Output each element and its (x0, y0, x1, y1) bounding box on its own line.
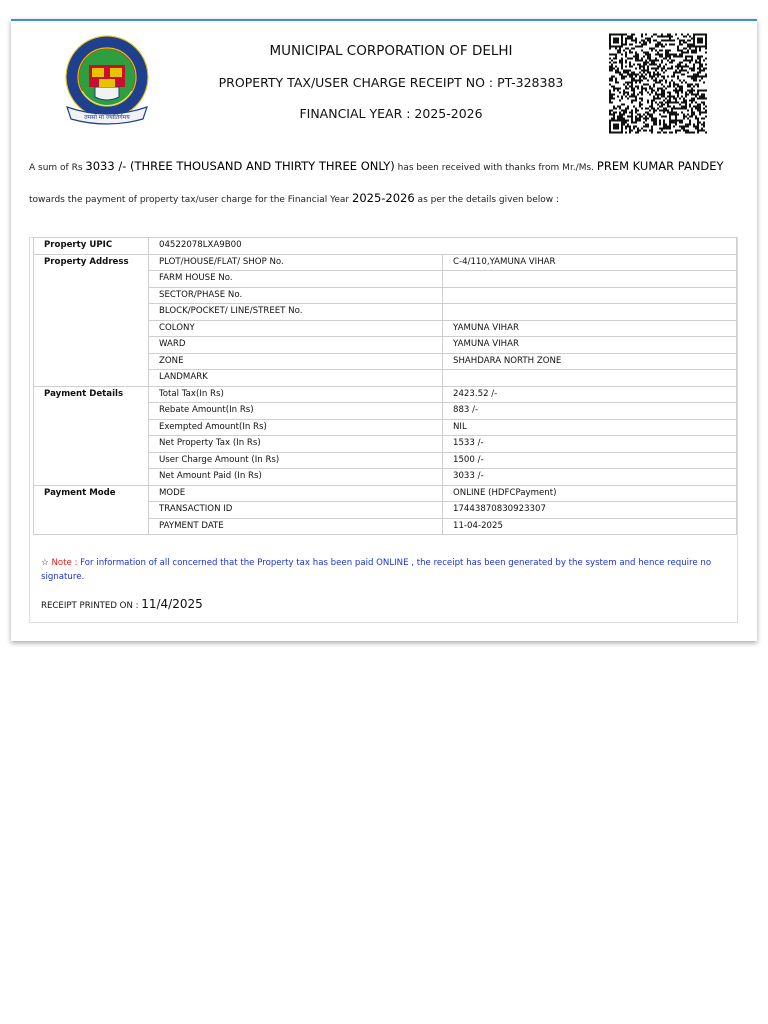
address-field-label: SECTOR/PHASE No. (149, 287, 443, 304)
table-row (34, 254, 737, 271)
org-title: MUNICIPAL CORPORATION OF DELHI (269, 43, 513, 59)
receipt-statement-line-1: A sum of Rs 3033 /- (THREE THOUSAND AND THIRTY THREE ONLY) has been received with thanks from Mr./Ms. PREM KUMAR PANDEY (29, 159, 724, 173)
receipt-number: PROPERTY TAX/USER CHARGE RECEIPT NO : PT-328383 (218, 75, 564, 90)
property-address-label: Property Address (34, 254, 149, 386)
payment-field-label: User Charge Amount (In Rs) (149, 452, 443, 469)
mode-field-label: TRANSACTION ID (149, 502, 443, 519)
payer-name: PREM KUMAR PANDEY (596, 159, 724, 173)
note-text: For information of all concerned that the Property tax has been paid ONLINE , the receipt has been generated by the system and hence require no signature. (41, 558, 712, 582)
property-upic-value: 04522078LXA9B00 (149, 238, 737, 255)
mode-field-label: MODE (149, 485, 443, 502)
mode-field-value: ONLINE (HDFCPayment) (443, 485, 737, 502)
table-row (34, 485, 737, 502)
mode-field-label: PAYMENT DATE (149, 518, 443, 535)
mcd-logo-icon (61, 33, 153, 125)
receipt-statement-line-2: towards the payment of property tax/user charge for the Financial Year 2025-2026 as per the details given below : (29, 191, 560, 205)
property-upic-label: Property UPIC (34, 238, 149, 255)
table-row (34, 238, 737, 255)
star-icon: ☆ (41, 558, 49, 568)
payment-mode-label: Payment Mode (34, 485, 149, 535)
payment-field-value: 1500 /- (443, 452, 737, 469)
payment-field-label: Net Amount Paid (In Rs) (149, 469, 443, 486)
payment-field-label: Rebate Amount(In Rs) (149, 403, 443, 420)
receipt-card (11, 19, 757, 641)
financial-year: FINANCIAL YEAR : 2025-2026 (299, 106, 483, 121)
address-field-label: COLONY (149, 320, 443, 337)
address-field-value: SHAHDARA NORTH ZONE (443, 353, 737, 370)
receipt-printed-on: RECEIPT PRINTED ON : 11/4/2025 (41, 597, 203, 611)
address-field-label: WARD (149, 337, 443, 354)
address-field-value: YAMUNA VIHAR (443, 320, 737, 337)
address-field-label: PLOT/HOUSE/FLAT/ SHOP No. (149, 254, 443, 271)
payment-details-label: Payment Details (34, 386, 149, 485)
payment-field-value: 3033 /- (443, 469, 737, 486)
qr-code-icon (609, 33, 707, 134)
payment-field-value: 2423.52 /- (443, 386, 737, 403)
printed-date: 11/4/2025 (141, 597, 203, 611)
amount-paid: 3033 /- (THREE THOUSAND AND THIRTY THREE ONLY) (85, 159, 395, 173)
address-field-value: C-4/110,YAMUNA VIHAR (443, 254, 737, 271)
address-field-value (443, 287, 737, 304)
payment-field-label: Exempted Amount(In Rs) (149, 419, 443, 436)
table-row (34, 386, 737, 403)
payment-field-value: 1533 /- (443, 436, 737, 453)
note-label: Note : (51, 558, 81, 568)
receipt-details-table (33, 237, 737, 535)
address-field-value: YAMUNA VIHAR (443, 337, 737, 354)
address-field-label: ZONE (149, 353, 443, 370)
address-field-value (443, 271, 737, 288)
address-field-label: BLOCK/POCKET/ LINE/STREET No. (149, 304, 443, 321)
address-field-value (443, 370, 737, 387)
statement-year: 2025-2026 (352, 191, 415, 205)
payment-field-label: Net Property Tax (In Rs) (149, 436, 443, 453)
payment-field-value: 883 /- (443, 403, 737, 420)
mode-field-value: 11-04-2025 (443, 518, 737, 535)
mode-field-value: 17443870830923307 (443, 502, 737, 519)
system-note (41, 556, 731, 584)
address-field-value (443, 304, 737, 321)
svg-text:तमसो मा ज्योतिर्गमय: तमसो मा ज्योतिर्गमय (84, 114, 130, 121)
address-field-label: LANDMARK (149, 370, 443, 387)
address-field-label: FARM HOUSE No. (149, 271, 443, 288)
payment-field-value: NIL (443, 419, 737, 436)
payment-field-label: Total Tax(In Rs) (149, 386, 443, 403)
